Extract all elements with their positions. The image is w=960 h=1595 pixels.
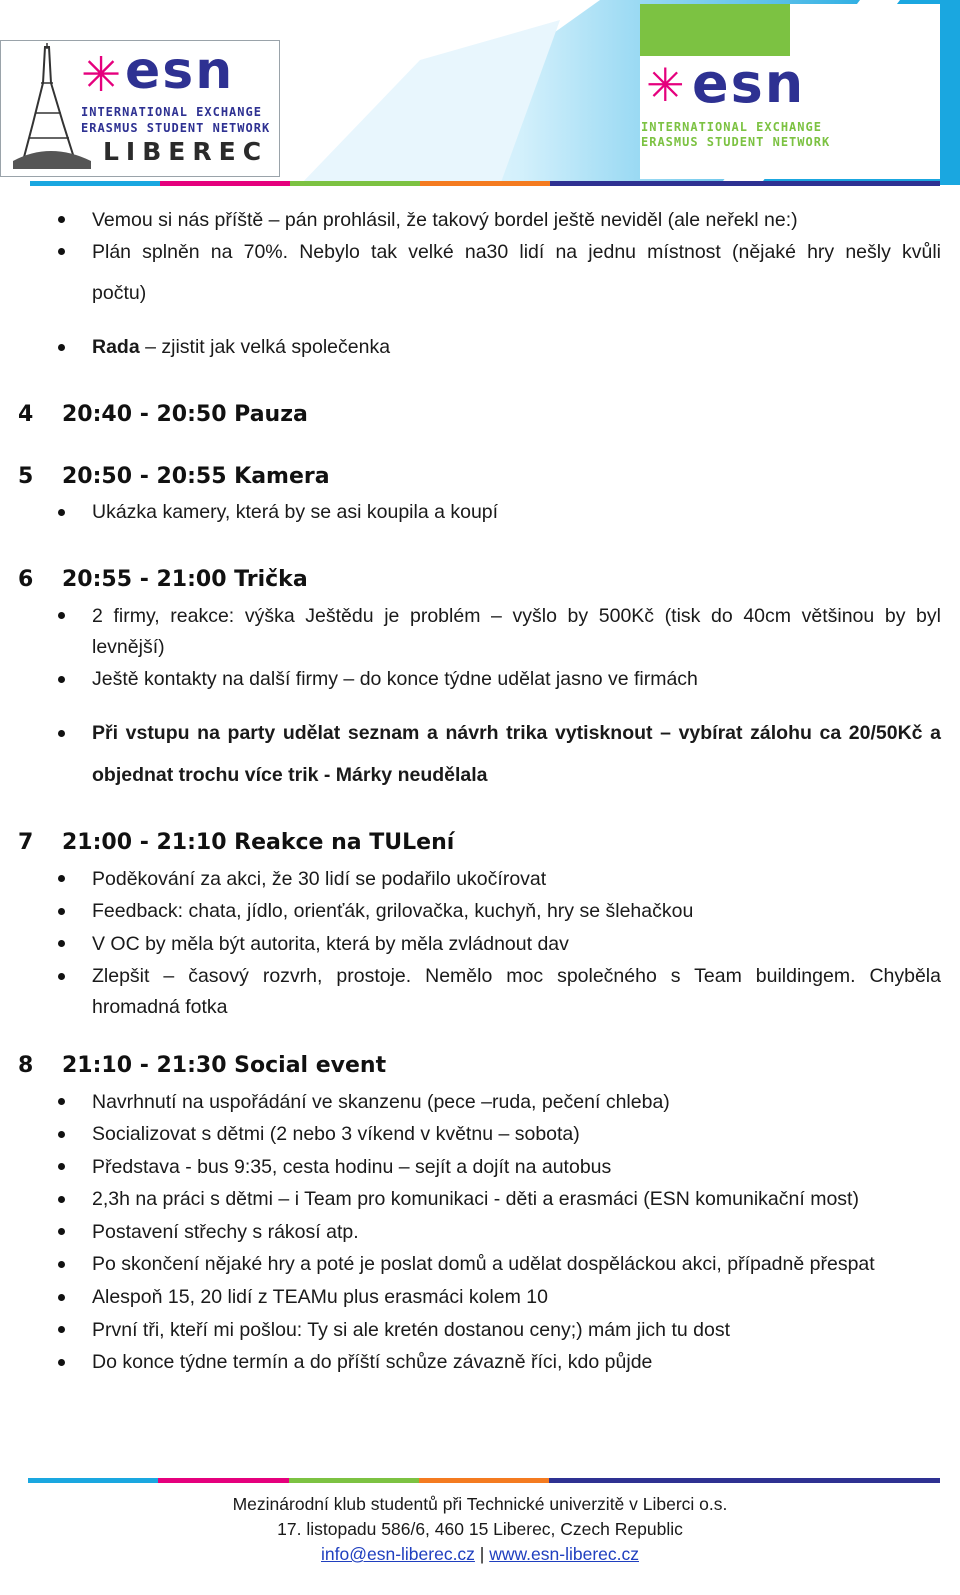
bullet [58,676,65,683]
list-item: 2 firmy, reakce: výška Ještědu je problém – vyšlo by 500Kč (tisk do 40cm většinou by byl [92,605,941,627]
header-stripe [30,181,940,186]
list-item: Alespoň 15, 20 lidí z TEAMu plus erasmáci kolem 10 [92,1286,548,1308]
bullet [58,1294,65,1301]
section-number: 7 [18,830,34,855]
esn-liberec-logo [0,40,280,177]
section-number: 6 [18,567,34,592]
section-number: 4 [18,402,34,427]
bullet [58,248,65,255]
logo-line-1: INTERNATIONAL EXCHANGE [641,120,822,134]
list-item: V OC by měla být autorita, která by měla zvládnout dav [92,933,569,955]
bullet [58,1131,65,1138]
website-link[interactable]: www.esn-liberec.cz [489,1544,639,1564]
section-heading [18,829,454,857]
list-item-continued: objednat trochu více trik - Márky neudělala [92,764,488,786]
list-item: Do konce týdne termín a do příští schůze závazně říci, kdo půjde [92,1351,653,1373]
section-title: 20:40 - 20:50 Pauza [62,402,308,427]
section-title: 21:00 - 21:10 Reakce na TULení [62,830,455,855]
logo-city: LIBEREC [103,137,269,166]
list-item: Socializovat s dětmi (2 nebo 3 víkend v květnu – sobota) [92,1123,580,1145]
bullet [58,973,65,980]
bullet [58,1196,65,1203]
list-item: Vemou si nás příště – pán prohlásil, že takový bordel ještě neviděl (ale neřekl ne:) [92,209,798,231]
list-item: Ukázka kamery, která by se asi koupila a koupí [92,501,499,523]
bullet [58,730,65,737]
bullet [58,1098,65,1105]
bullet [58,940,65,947]
esn-logo-text: esn [692,52,806,115]
bullet [58,1163,65,1170]
bold-label: Rada [92,336,140,358]
bullet [58,1261,65,1268]
list-item-continued: levnější) [92,636,165,658]
email-link[interactable]: info@esn-liberec.cz [321,1544,475,1564]
list-item: Poděkování za akci, že 30 lidí se podařilo ukočírovat [92,868,547,890]
footer-contacts [0,1542,960,1567]
section-heading [18,1052,386,1080]
section-heading [18,463,330,491]
bullet [58,1359,65,1366]
esn-logo-text: esn [125,41,235,101]
list-item: Ještě kontakty na další firmy – do konce týdne udělat jasno ve firmách [92,668,698,690]
esn-star-icon: ✳ [81,47,122,103]
section-heading [18,401,308,429]
list-item: Zlepšit – časový rozvrh, prostoje. Nemělo moc společného s Team buildingem. Chyběla [92,965,941,987]
list-item: Představa - bus 9:35, cesta hodinu – sejít a dojít na autobus [92,1156,612,1178]
bullet [58,509,65,516]
list-item: První tři, kteří mi pošlou: Ty si ale kretén dostanou ceny;) mám jich tu dost [92,1319,730,1341]
logo-green-block [640,4,790,56]
list-item: Plán splněn na 70%. Nebylo tak velké na30 lidí na jednu místnost (nějaké hry nešly kvůli [92,241,941,263]
section-title: 21:10 - 21:30 Social event [62,1053,387,1078]
footer-organization: Mezinárodní klub studentů při Technické univerzitě v Liberci o.s. [232,1494,728,1514]
bullet [58,1326,65,1333]
bullet [58,216,65,223]
list-item: Po skončení nějaké hry a poté je poslat domů a udělat dospěláckou akci, případně přespat [92,1253,875,1275]
bullet [58,1228,65,1235]
list-item: Feedback: chata, jídlo, orienťák, grilovačka, kuchyň, hry se šlehačkou [92,900,694,922]
section-title: 20:50 - 20:55 Kamera [62,464,330,489]
list-item-continued: hromadná fotka [92,996,228,1018]
bullet [58,875,65,882]
page-header [0,0,960,190]
list-item: Při vstupu na party udělat seznam a návrh trika vytisknout – vybírat zálohu ca 20/50Kč a [92,722,941,744]
bullet [58,612,65,619]
esn-star-icon: ✳ [646,58,685,112]
logo-line-1: INTERNATIONAL EXCHANGE [81,105,262,119]
logo-line-2: ERASMUS STUDENT NETWORK [641,135,831,149]
bullet [58,344,65,351]
list-item: 2,3h na práci s dětmi – i Team pro komunikaci - děti a erasmáci (ESN komunikační most) [92,1188,859,1210]
list-item-text: – zjistit jak velká společenka [139,336,391,358]
list-item [92,335,390,359]
link-separator: | [474,1544,490,1564]
section-heading [18,566,308,594]
logo-line-2: ERASMUS STUDENT NETWORK [81,121,271,135]
section-number: 8 [18,1053,34,1078]
list-item: Navrhnutí na uspořádání ve skanzenu (pece –ruda, pečení chleba) [92,1091,670,1113]
section-title: 20:55 - 21:00 Trička [62,567,308,592]
list-item-continued: počtu) [92,282,147,304]
bullet [58,908,65,915]
footer-stripe [28,1478,940,1483]
section-number: 5 [18,464,34,489]
list-item: Postavení střechy s rákosí atp. [92,1221,359,1243]
footer-address: 17. listopadu 586/6, 460 15 Liberec, Czech Republic [277,1519,683,1539]
